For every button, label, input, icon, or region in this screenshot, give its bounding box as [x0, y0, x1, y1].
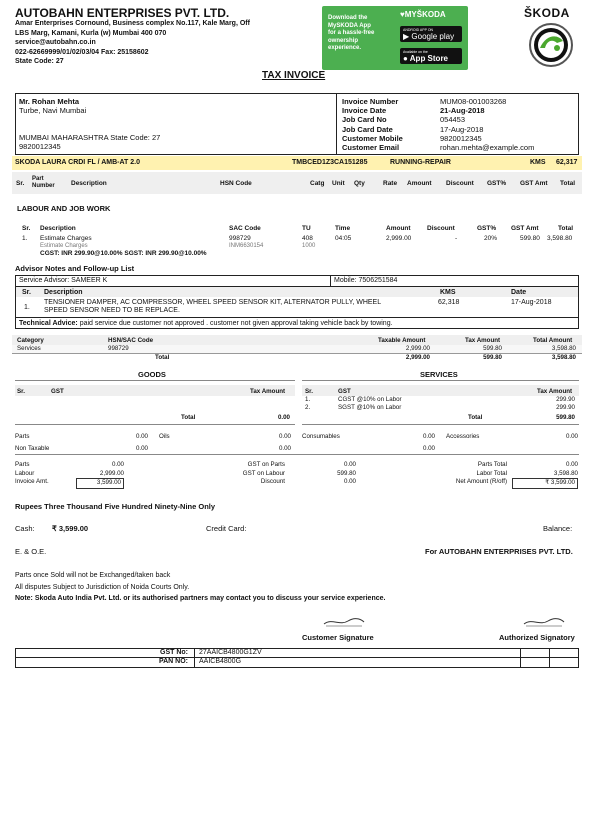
summary-total-label: Total — [155, 354, 170, 361]
skoda-wordmark: ŠKODA — [524, 6, 570, 20]
labour-row-gst-amt: 599.80 — [520, 235, 540, 242]
customer-contact — [19, 133, 160, 151]
note-exchange: Parts once Sold will not be Exchanged/taken back — [15, 572, 171, 579]
totals-left-labels — [15, 461, 49, 487]
pan-label: PAN NO: — [158, 658, 188, 665]
labour-row-discount: - — [455, 235, 458, 242]
summary-row-hsn: 998729 — [108, 345, 129, 352]
advisor-row-desc2: SPEED SENSOR NEED TO BE REPLACE. — [44, 307, 180, 314]
for-company: For AUTOBAHN ENTERPRISES PVT. LTD. — [425, 547, 573, 556]
labour-row-total: 3,598.80 — [547, 235, 573, 242]
advisor-col-kms: KMS — [440, 289, 456, 296]
labour-col-discount: Discount — [427, 225, 455, 232]
parts-total-value: 0.00 — [565, 461, 578, 468]
services-row2-tax: 299.90 — [556, 403, 575, 411]
banner-line1: Download the — [328, 15, 368, 21]
labour-row-amount: 2,999.00 — [386, 235, 412, 242]
invoice-value-3: 17-Aug-2018 — [440, 124, 484, 134]
gst-on-labour-label: GST on Labour — [242, 469, 285, 477]
gst-pan-vdivider-2 — [520, 648, 521, 668]
apple-icon: ● — [403, 54, 408, 63]
customer-phone: 9820012345 — [19, 142, 61, 151]
summary-col-tax: Tax Amount — [465, 337, 501, 344]
breakup-parts-value: 0.00 — [135, 433, 148, 440]
advisor-row-description — [44, 299, 381, 315]
invoice-label-5: Customer Email — [342, 143, 400, 153]
goods-top-rule — [15, 380, 295, 381]
summary-col-category: Category — [17, 337, 44, 344]
labour-row-tu: 408 — [302, 235, 313, 242]
parts-col-amount: Amount — [407, 180, 432, 187]
summary-col-hsn: HSN/SAC Code — [108, 337, 154, 344]
invoice-value-1: 21-Aug-2018 — [440, 106, 485, 116]
google-play-button[interactable] — [400, 26, 462, 42]
parts-col-unit: Unit — [332, 180, 345, 187]
net-amount-label: Net Amount (R/off) — [455, 478, 507, 485]
services-row2-gst: SGST @10% on Labor — [338, 403, 402, 411]
customer-info — [19, 97, 86, 115]
labour-col-sr: Sr. — [22, 225, 31, 232]
pan-value: AAICB4800G — [199, 658, 242, 665]
services-row1-gst: CGST @10% on Labor — [338, 396, 402, 403]
labour-row-sr: 1. — [22, 235, 28, 242]
play-icon: ▶ — [403, 32, 410, 41]
advisor-header-row — [16, 287, 578, 297]
invoice-label-2: Job Card No — [342, 115, 387, 125]
balance-label: Balance: — [543, 524, 573, 533]
totals-right-labels — [425, 461, 507, 487]
banner-line4: ownership — [328, 37, 359, 44]
google-play-text: Google play — [411, 32, 455, 41]
totals-labour-value: 2,999.00 — [99, 469, 124, 477]
services-top-rule — [302, 380, 579, 381]
advisor-mobile: Mobile: 7506251584 — [334, 277, 398, 284]
discount-label: Discount — [260, 478, 285, 485]
parts-col-number: Number — [32, 183, 55, 189]
summary-row-tax: 599.80 — [483, 345, 502, 352]
company-phone: 022-62669999/01/02/03/04 Fax: 25158602 — [15, 48, 149, 56]
parts-col-qty: Qty — [354, 180, 365, 187]
breakup-accessories-label: Accessories — [446, 433, 480, 440]
summary-row-total: 3,598.80 — [551, 345, 576, 352]
technical-advice-label: Technical Advice: — [19, 320, 78, 327]
advisor-col-description: Description — [44, 289, 83, 296]
gst-pan-vdivider-3 — [549, 648, 550, 668]
totals-mid-labels — [190, 461, 285, 487]
banner-line5: experience. — [328, 45, 362, 51]
company-address-line2: LBS Marg, Kamani, Kurla (w) Mumbai 400 070 — [15, 29, 167, 37]
company-address-line1: Amar Enterprises Cornound, Business complex No.117, Kale Marg, Off — [15, 20, 250, 27]
invoice-value-5: rohan.mehta@example.com — [440, 143, 535, 153]
services-title: SERVICES — [420, 370, 458, 379]
breakup-nontaxable-value: 0.00 — [135, 445, 148, 452]
totals-labour-label: Labour — [15, 469, 35, 477]
services-row2-sr: 2. — [305, 403, 311, 411]
app-store-button[interactable] — [400, 48, 462, 64]
labour-row-gst: 20% — [484, 235, 498, 242]
box-divider — [336, 93, 337, 155]
eoe: E. & O.E. — [15, 547, 47, 556]
goods-col-tax: Tax Amount — [250, 388, 286, 395]
technical-advice-text: paid service due customer not approved . customer not given approval taking vehicle back by towing. — [79, 320, 393, 327]
google-play-small: ANDROID APP ON — [403, 28, 434, 32]
labour-section-title: LABOUR AND JOB WORK — [17, 204, 111, 213]
skoda-logo-icon — [528, 22, 574, 70]
labour-col-total: Total — [558, 225, 574, 232]
banner-brand-text: MYŠKODA — [404, 10, 446, 19]
customer-signature-image — [322, 616, 366, 630]
invoice-label-4: Customer Mobile — [342, 133, 403, 143]
customer-address: Turbe, Navi Mumbai — [19, 106, 87, 115]
labour-tax-line: CGST: INR 299.90@10.00% SGST: INR 299.90@10.00% — [40, 250, 207, 257]
labour-col-time: Time — [335, 225, 351, 232]
breakup-oils-label: Oils — [159, 433, 170, 440]
gst-pan-box — [15, 648, 579, 668]
breakup-nontaxable-label: Non Taxable — [15, 445, 50, 452]
parts-col-hsn: HSN Code — [220, 180, 252, 187]
services-row-tax — [525, 396, 575, 411]
invoice-label-0: Invoice Number — [342, 97, 399, 106]
totals-left-values — [76, 461, 124, 489]
advisor-row-kms: 62,318 — [438, 299, 460, 306]
app-store-small: Available on the — [403, 50, 428, 54]
note-contact: Note: Skoda Auto India Pvt. Ltd. or its authorised partners may contact you to discuss your service experience. — [15, 595, 386, 602]
service-advisor: Service Advisor: SAMEER K — [19, 277, 108, 284]
customer-name: Mr. Rohan Mehta — [19, 97, 80, 106]
services-row1-tax: 299.90 — [556, 396, 575, 403]
banner-brand — [400, 10, 446, 19]
gst-on-parts-label: GST on Parts — [247, 461, 285, 468]
goods-col-gst: GST — [51, 388, 64, 395]
parts-col-sr: Sr. — [16, 180, 25, 187]
page-title: TAX INVOICE — [262, 70, 326, 81]
parts-total-label: Parts Total — [477, 461, 507, 468]
company-name: AUTOBAHN ENTERPRISES PVT. LTD. — [15, 6, 230, 20]
labour-col-description: Description — [40, 225, 76, 232]
services-bottom-rule — [302, 424, 579, 425]
breakup-accessories-value: 0.00 — [565, 433, 578, 440]
services-col-gst: GST — [338, 388, 351, 395]
parts-col-discount: Discount — [446, 180, 474, 187]
vehicle-kms-label: KMS — [530, 159, 546, 166]
invoice-label-3: Job Card Date — [342, 124, 393, 134]
totals-mid-values — [306, 461, 356, 487]
advisor-row-date: 17-Aug-2018 — [511, 299, 552, 306]
google-play-label — [403, 32, 459, 41]
breakup-consumables-label: Consumables — [302, 433, 340, 440]
labour-row-time: 04:05 — [335, 235, 352, 242]
goods-col-sr: Sr. — [17, 388, 25, 395]
breakup-nontaxable-value3: 0.00 — [422, 445, 435, 452]
customer-signature-label: Customer Signature — [302, 633, 374, 642]
totals-parts-label: Parts — [15, 461, 30, 468]
parts-col-part: Part — [32, 176, 44, 182]
net-amount-value: ₹ 3,599.00 — [512, 478, 578, 489]
breakup-rule — [15, 454, 579, 455]
services-row1-sr: 1. — [305, 396, 311, 403]
summary-row-category: Services — [17, 345, 41, 352]
advisor-divider-2 — [15, 317, 579, 318]
parts-col-catg: Catg — [310, 180, 325, 187]
services-col-tax: Tax Amount — [537, 388, 573, 395]
parts-col-gst: GST% — [487, 180, 507, 187]
totals-invoice-label: Invoice Amt. — [15, 478, 49, 485]
breakup-parts-label: Parts — [15, 433, 30, 440]
heart-icon: ♥ — [400, 10, 405, 19]
labour-col-gst-amt: GST Amt — [511, 225, 539, 232]
myskoda-app-banner[interactable] — [322, 6, 468, 70]
vehicle-kms: 62,317 — [556, 159, 578, 166]
customer-state: MUMBAI MAHARASHTRA State Code: 27 — [19, 133, 161, 142]
invoice-label-1: Invoice Date — [342, 106, 387, 116]
goods-total-label: Total — [181, 414, 196, 421]
goods-total: 0.00 — [277, 414, 290, 421]
summary-col-taxable: Taxable Amount — [378, 337, 426, 344]
summary-total-taxable: 2,999.00 — [405, 354, 430, 361]
cash-value: ₹ 3,599.00 — [52, 524, 89, 533]
services-total: 599.80 — [556, 414, 575, 421]
goods-title: GOODS — [138, 370, 166, 379]
goods-bottom-rule — [15, 424, 295, 425]
services-row-sr — [305, 396, 310, 411]
company-email: service@autobahn.co.in — [15, 39, 96, 46]
advisor-row-sr: 1. — [24, 304, 30, 311]
banner-line3: for a hassle-free — [328, 30, 375, 36]
parts-col-description: Description — [71, 180, 107, 187]
parts-col-total: Total — [560, 180, 576, 187]
advisor-vdivider — [330, 275, 331, 286]
invoice-value-2: 054453 — [440, 115, 466, 125]
summary-total-total: 3,598.80 — [551, 354, 576, 361]
labor-total-value: 3,598.80 — [553, 469, 578, 477]
gst-pan-vdivider-1 — [194, 648, 195, 668]
invoice-labels — [342, 97, 403, 152]
advisor-col-sr: Sr. — [22, 289, 31, 296]
gst-value: 27AAICB4800G1ZV — [199, 649, 262, 656]
labour-row-sac2: INM6630154 — [229, 243, 264, 249]
banner-line2: MySKODA App — [328, 22, 371, 29]
company-address — [15, 19, 250, 67]
advisor-col-date: Date — [511, 289, 527, 296]
totals-right-values — [512, 461, 578, 489]
parts-col-rate: Rate — [383, 180, 398, 187]
gst-label: GST No: — [160, 649, 188, 656]
summary-row-taxable: 2,999.00 — [405, 345, 430, 352]
vehicle-job-type: RUNNING-REPAIR — [390, 159, 451, 166]
parts-col-gst-amt: GST Amt — [520, 180, 548, 187]
terms-notes — [15, 570, 385, 605]
app-store-label — [403, 54, 459, 63]
summary-total-tax: 599.80 — [483, 354, 502, 361]
gst-on-labour-value: 599.80 — [337, 469, 356, 477]
services-total-label: Total — [468, 414, 483, 421]
advisor-section-title: Advisor Notes and Follow-up List — [15, 264, 135, 273]
services-col-sr: Sr. — [305, 388, 313, 395]
labour-row-sac: 998729 — [229, 235, 251, 242]
invoice-value-0: MUM08-001003268 — [440, 97, 507, 106]
labour-row-tu2: 1000 — [302, 243, 316, 249]
invoice-value-4: 9820012345 — [440, 133, 482, 143]
labour-col-sac: SAC Code — [229, 225, 261, 232]
breakup-nontaxable-value2: 0.00 — [278, 445, 291, 452]
breakup-oils-value: 0.00 — [278, 433, 291, 440]
discount-value: 0.00 — [343, 478, 356, 485]
note-jurisdiction: All disputes Subject to Jurisdiction of Noida Courts Only. — [15, 583, 190, 591]
gst-pan-divider — [15, 657, 579, 658]
cash-label: Cash: — [15, 524, 35, 533]
vehicle-model: SKODA LAURA CRDI FL / AMB-AT 2.0 — [15, 159, 140, 166]
technical-advice — [19, 320, 393, 327]
labor-total-label: Labor Total — [476, 469, 507, 477]
labour-col-tu: TU — [302, 225, 311, 232]
gst-on-parts-value: 0.00 — [343, 461, 356, 468]
summary-col-total: Total Amount — [533, 337, 573, 344]
app-store-text: App Store — [409, 54, 449, 63]
labour-col-amount: Amount — [386, 225, 411, 232]
vehicle-vin: TMBCED1Z3CA151285 — [292, 159, 368, 166]
parts-col-part-number — [32, 176, 55, 190]
services-row-gst — [338, 396, 402, 411]
company-state-code: State Code: 27 — [15, 58, 64, 65]
labour-col-gst: GST% — [477, 225, 497, 232]
labour-row-desc2: Estimate Charges — [40, 243, 88, 249]
credit-card-label: Credit Card: — [206, 524, 247, 533]
amount-in-words: Rupees Three Thousand Five Hundred Ninety-Nine Only — [15, 502, 216, 511]
advisor-row-desc1: TENSIONER DAMPER, AC COMPRESSOR, WHEEL SPEED SENSOR KIT, ALTERNATOR PULLY, WHEEL — [44, 299, 382, 306]
authorized-signature-image — [522, 616, 566, 630]
breakup-consumables-value: 0.00 — [422, 433, 435, 440]
authorized-signatory-label: Authorized Signatory — [499, 633, 575, 642]
labour-row-desc: Estimate Charges — [40, 235, 92, 242]
totals-parts-value: 0.00 — [111, 461, 124, 468]
invoice-values — [440, 97, 534, 152]
totals-invoice-value: 3,599.00 — [76, 478, 124, 489]
